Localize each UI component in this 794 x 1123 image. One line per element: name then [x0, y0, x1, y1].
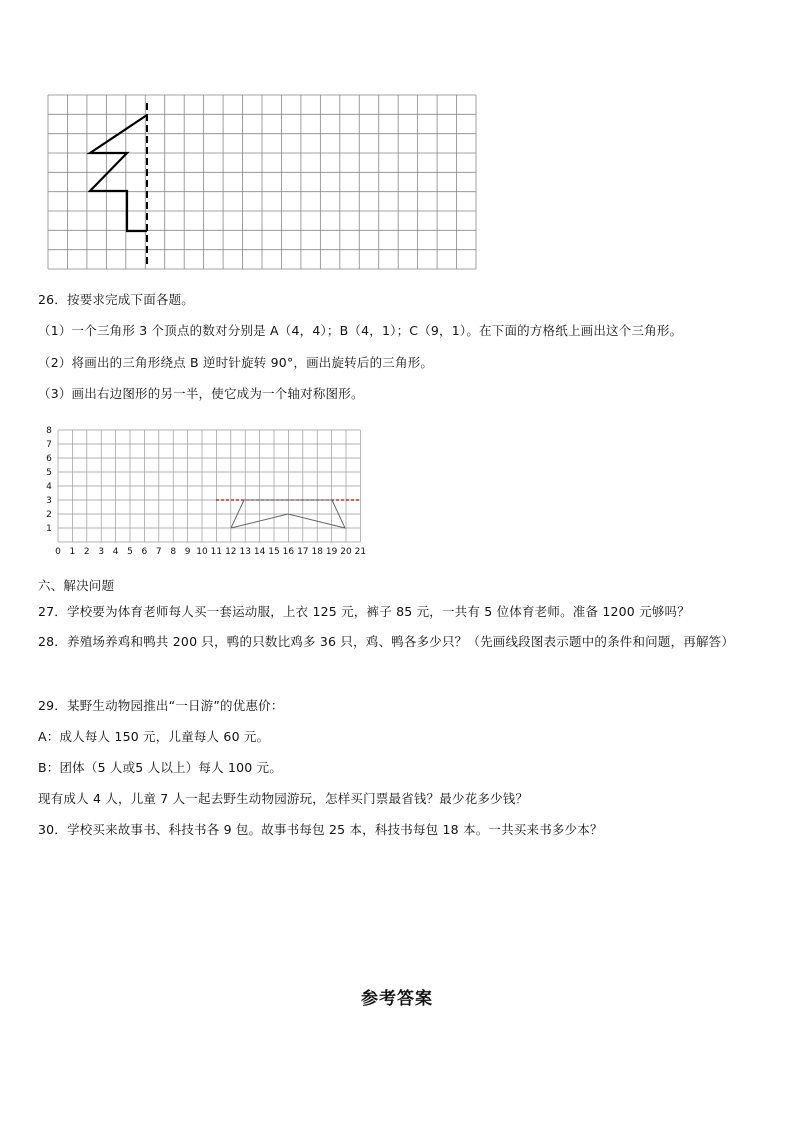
y-tick-label: 1 [46, 524, 52, 534]
x-tick-label: 12 [225, 547, 237, 557]
q27-text: 27．学校要为体育老师每人买一套运动服，上衣 125 元，裤子 85 元，一共有 5 位体育老师。准备 1200 元够吗？ [38, 604, 690, 619]
x-tick-label: 14 [253, 547, 266, 557]
x-tick-label: 9 [184, 547, 191, 557]
x-tick-label: 21 [354, 547, 367, 557]
x-tick-label: 17 [297, 547, 309, 557]
y-tick-label: 3 [46, 496, 52, 506]
x-tick-label: 19 [325, 547, 338, 557]
y-tick-label: 4 [46, 482, 52, 492]
y-tick-label: 7 [46, 440, 52, 450]
coordinate-grid [38, 422, 368, 562]
x-tick-label: 1 [69, 547, 76, 557]
answer-heading: 参考答案 [361, 989, 433, 1009]
x-tick-label: 18 [311, 547, 323, 557]
x-tick-label: 10 [196, 547, 208, 557]
q28-text: 28．养殖场养鸡和鸭共 200 只，鸭的只数比鸡多 36 只，鸡、鸭各多少只？（先画线段图表示题中的条件和问题，再解答） [38, 634, 735, 649]
q26-title: 26．按要求完成下面各题。 [38, 292, 195, 307]
q30-text: 30．学校买来故事书、科技书各 9 包。故事书每包 25 本，科技书每包 18 本。一共买来书多少本？ [38, 822, 603, 837]
x-tick-label: 13 [239, 547, 251, 557]
y-tick-label: 8 [46, 426, 52, 436]
x-tick-label: 2 [83, 547, 90, 557]
y-tick-label: 5 [46, 468, 52, 478]
x-tick-label: 4 [112, 547, 119, 557]
x-tick-label: 15 [268, 547, 280, 557]
q26-part1: （1）一个三角形 3 个顶点的数对分别是 A（4，4）；B（4，1）；C（9，1）。在下面的方格纸上画出这个三角形。 [38, 323, 683, 338]
q29-option-b: B：团体（5 人或5 人以上）每人 100 元。 [38, 760, 283, 775]
q29-option-a: A：成人每人 150 元，儿童每人 60 元。 [38, 729, 270, 744]
x-tick-label: 16 [282, 547, 295, 557]
q29-question: 现有成人 4 人，儿童 7 人一起去野生动物园游玩，怎样买门票最省钱？最少花多少钱？ [38, 791, 529, 806]
x-tick-label: 11 [210, 547, 223, 557]
x-tick-label: 3 [98, 547, 105, 557]
x-tick-label: 0 [55, 547, 61, 557]
x-tick-label: 7 [155, 547, 162, 557]
section-6-title: 六、解决问题 [38, 578, 115, 593]
x-tick-label: 5 [127, 547, 133, 557]
q26-part2: （2）将画出的三角形绕点 B 逆时针旋转 90°，画出旋转后的三角形。 [38, 355, 434, 370]
half-figure-outline [90, 115, 147, 231]
y-tick-label: 2 [46, 510, 52, 520]
symmetry-grid-figure [48, 95, 478, 271]
x-tick-label: 8 [170, 547, 177, 557]
x-tick-label: 6 [141, 547, 148, 557]
x-tick-label: 20 [340, 547, 352, 557]
y-tick-label: 6 [46, 454, 52, 464]
q29-title: 29．某野生动物园推出“一日游”的优惠价： [38, 698, 284, 713]
q26-part3: （3）画出右边图形的另一半，使它成为一个轴对称图形。 [38, 386, 364, 401]
